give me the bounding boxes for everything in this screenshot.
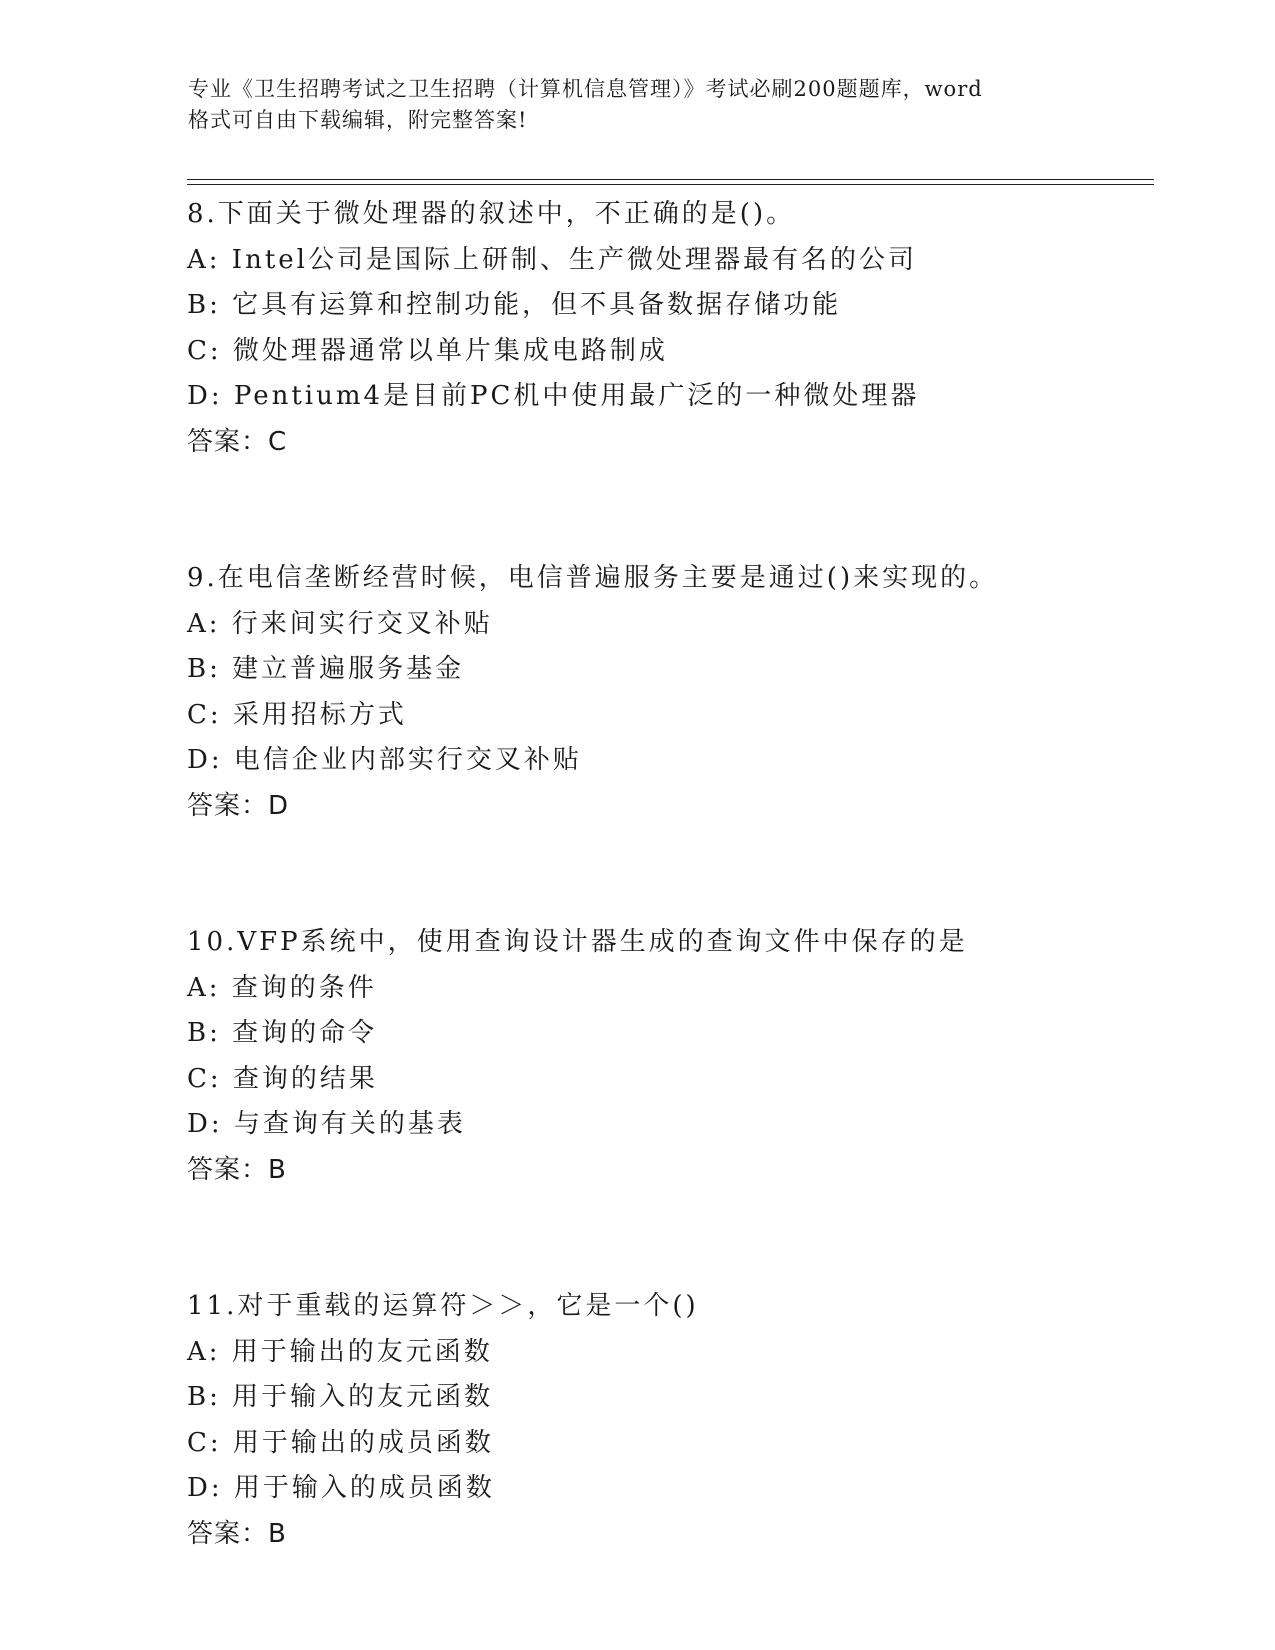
option-b: B: 建立普遍服务基金 [187, 654, 465, 684]
option-d: D: 电信企业内部实行交叉补贴 [187, 745, 582, 775]
option-b: B: 用于输入的友元函数 [187, 1382, 494, 1412]
question-spacer [187, 465, 1147, 556]
question-spacer [187, 829, 1147, 920]
option-c: C: 用于输出的成员函数 [187, 1427, 494, 1458]
question-stem: 10.VFP系统中，使用查询设计器生成的查询文件中保存的是 [187, 927, 968, 957]
question-11 [187, 1284, 1147, 1557]
option-a: A: Intel公司是国际上研制、生产微处理器最有名的公司 [187, 244, 917, 275]
question-10 [187, 920, 1147, 1193]
header-title-line-2: 格式可自由下载编辑，附完整答案! [188, 108, 528, 132]
answer-line: 答案：C [187, 426, 288, 457]
option-a: A: 用于输出的友元函数 [187, 1336, 493, 1367]
option-c: C: 查询的结果 [187, 1063, 378, 1094]
question-8 [187, 192, 1147, 465]
option-b: B: 它具有运算和控制功能，但不具备数据存储功能 [187, 290, 842, 320]
option-c: C: 微处理器通常以单片集成电路制成 [187, 335, 668, 366]
header-divider-bottom [187, 184, 1154, 185]
answer-line: 答案：B [187, 1154, 287, 1185]
answer-line: 答案：D [187, 790, 290, 821]
question-spacer [187, 1193, 1147, 1284]
option-a: A: 行来间实行交叉补贴 [187, 608, 493, 639]
header-title-line-1: 专业《卫生招聘考试之卫生招聘（计算机信息管理）》考试必刷200题题库，word [188, 77, 983, 101]
header-divider-top [187, 179, 1154, 180]
question-stem: 11.对于重载的运算符＞＞，它是一个() [187, 1291, 699, 1321]
question-stem: 9.在电信垄断经营时候，电信普遍服务主要是通过()来实现的。 [187, 563, 999, 593]
question-list [187, 192, 1147, 1557]
option-c: C: 采用招标方式 [187, 699, 407, 730]
option-a: A: 查询的条件 [187, 972, 377, 1003]
question-9 [187, 556, 1147, 829]
answer-line: 答案：B [187, 1518, 287, 1549]
option-b: B: 查询的命令 [187, 1018, 378, 1048]
document-header [188, 74, 1088, 136]
question-stem: 8.下面关于微处理器的叙述中，不正确的是()。 [187, 199, 796, 229]
option-d: D: 用于输入的成员函数 [187, 1473, 495, 1503]
option-d: D: 与查询有关的基表 [187, 1109, 466, 1139]
option-d: D: Pentium4是目前PC机中使用最广泛的一种微处理器 [187, 381, 920, 411]
